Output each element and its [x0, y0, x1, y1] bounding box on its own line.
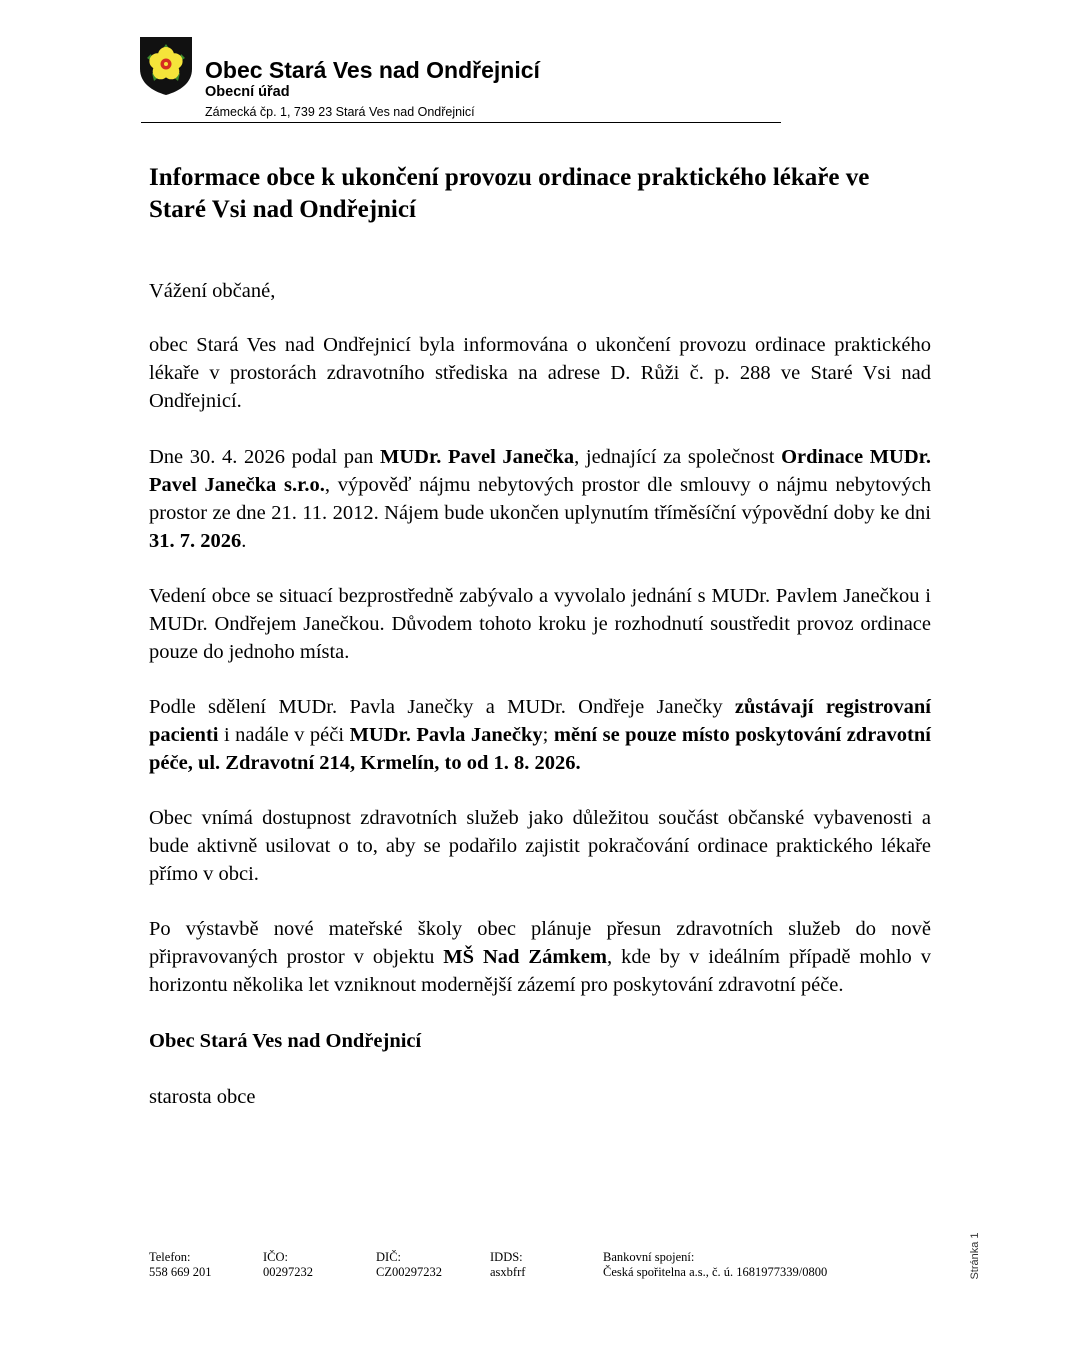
paragraph-closure-notice: obec Stará Ves nad Ondřejnicí byla informována o ukončení provozu ordinace praktického lékaře v prostorách zdravotního střediska na adrese D. Růži č. p. 288 ve Staré Vsi nad Ondřejnicí.: [149, 334, 931, 412]
footer-bank-value: Česká spořitelna a.s., č. ú. 1681977339/0800: [603, 1265, 828, 1279]
office-address: Zámecká čp. 1, 739 23 Stará Ves nad Ondřejnicí: [205, 105, 475, 119]
greeting: Vážení občané,: [149, 280, 276, 302]
footer-bank-label: Bankovní spojení:: [603, 1250, 695, 1264]
org-name: Obec Stará Ves nad Ondřejnicí: [205, 57, 540, 83]
footer-phone-label: Telefon:: [149, 1250, 191, 1264]
footer-idds: [490, 1250, 525, 1280]
signature-organization: Obec Stará Ves nad Ondřejnicí: [149, 1030, 422, 1052]
document-title: Informace obce k ukončení provozu ordinace praktického lékaře ve Staré Vsi nad Ondřejnicí: [149, 164, 870, 223]
footer-dic-value: CZ00297232: [376, 1265, 442, 1279]
paragraph-commitment: Obec vnímá dostupnost zdravotních služeb jako důležitou součást občanské vybavenosti a bude aktivně usilovat o to, aby se podařilo zajistit pokračování ordinace praktického lékaře přímo v obci.: [149, 807, 931, 885]
coat-of-arms-icon: [138, 35, 194, 97]
signature-role: starosta obce: [149, 1086, 256, 1108]
paragraph-future-plans: Po výstavbě nové mateřské školy obec plánuje přesun zdravotních služeb do nově připravovaných prostor v objektu MŠ Nad Zámkem, kde by v ideálním případě mohlo v horizontu několika let vzniknout modernější zázemí pro poskytování zdravotní péče.: [149, 918, 931, 996]
footer-idds-value: asxbfrf: [490, 1265, 526, 1279]
page-number: Stránka 1: [969, 1232, 981, 1280]
footer-dic-label: DIČ:: [376, 1250, 401, 1264]
footer-ico-label: IČO:: [263, 1250, 288, 1264]
footer-dic: [376, 1250, 442, 1280]
paragraph-negotiation: Vedení obce se situací bezprostředně zabývalo a vyvolalo jednání s MUDr. Pavlem Janečkou i MUDr. Ondřejem Janečkou. Důvodem tohoto kroku je rozhodnutí soustředit provoz ordinace pouze do jednoho místa.: [149, 585, 931, 663]
footer-ico-value: 00297232: [263, 1265, 313, 1279]
footer-phone-value: 558 669 201: [149, 1265, 212, 1279]
footer-idds-label: IDDS:: [490, 1250, 523, 1264]
footer-phone: [149, 1250, 212, 1280]
office-name: Obecní úřad: [205, 84, 290, 100]
footer-bank: [603, 1250, 827, 1280]
footer-ico: [263, 1250, 313, 1280]
header-divider: [141, 122, 781, 123]
paragraph-patients: Podle sdělení MUDr. Pavla Janečky a MUDr. Ondřeje Janečky zůstávají registrovaní pacienti i nadále v péči MUDr. Pavla Janečky; mění se pouze místo poskytování zdravotní péče, ul. Zdravotní 214, Krmelín, to od 1. 8. 2026.: [149, 696, 931, 774]
paragraph-lease-termination: Dne 30. 4. 2026 podal pan MUDr. Pavel Janečka, jednající za společnost Ordinace MUDr. Pavel Janečka s.r.o., výpověď nájmu nebytových prostor dle smlouvy o nájmu nebytových prostor ze dne 21. 11. 2012. Nájem bude ukončen uplynutím tříměsíční výpovědní doby ke dni 31. 7. 2026.: [149, 446, 932, 552]
letterhead-text: [205, 57, 540, 120]
